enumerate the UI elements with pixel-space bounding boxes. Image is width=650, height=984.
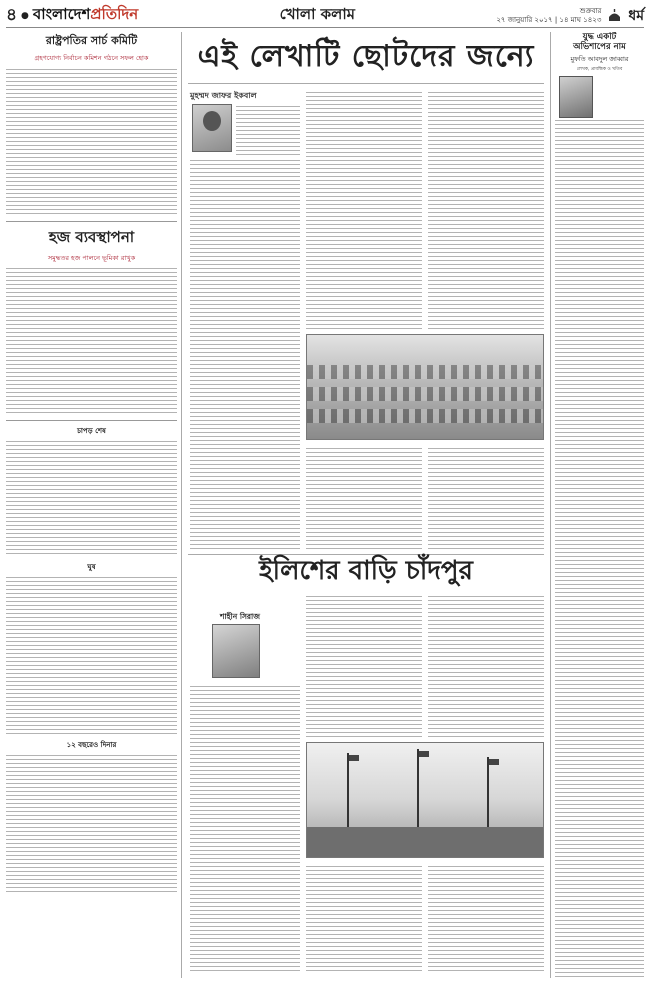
religion-article-title-2: অভিশাপের নাম (573, 42, 626, 53)
hilsa-article-byline: শাহীন সিরাজ (220, 612, 260, 621)
editorial-body-search-committee (6, 67, 177, 217)
hilsa-article-text-col-2 (306, 594, 422, 738)
main-article-text-col-5 (428, 446, 544, 550)
editorial-subhead-hajj: সমুদ্ধতর হজ পালনে ভূমিকা রাখুক (47, 254, 136, 262)
issue-date-text: ২৭ জানুয়ারি ২০১৭ | ১৪ মাঘ ১৪২৩ (496, 15, 602, 24)
brief-body-3 (6, 753, 177, 893)
fishing-boats-photo (306, 742, 544, 858)
editorial-headline-search-committee: রাষ্ট্রপতির সার্চ কমিটি (45, 34, 138, 47)
brief-body-2 (6, 575, 177, 735)
main-article-text-col-1 (190, 158, 300, 550)
brief-heading-1: চাপড় শেষ (77, 427, 106, 435)
main-article-text-col-3 (428, 90, 544, 330)
religion-article-author: মুফতি আবদুল জাব্বার (570, 55, 629, 64)
main-article-text-intro (236, 104, 300, 156)
newspaper-name-part-2: প্রতিদিন (90, 5, 139, 23)
main-article-byline: মুহম্মদ জাফর ইকবাল (190, 91, 257, 100)
issue-day: শুক্রবার (579, 7, 602, 16)
newspaper-name-part-1: বাংলাদেশ (32, 5, 91, 23)
mosque-icon (607, 8, 622, 23)
religion-article-title-1: যুদ্ধ একটি (582, 32, 617, 42)
brief-body-1 (6, 439, 177, 557)
section-title: খোলা কলাম (279, 5, 355, 23)
classroom-photo (306, 334, 544, 440)
hilsa-author-photo (212, 624, 260, 678)
issue-date (496, 7, 601, 24)
masthead (6, 4, 644, 28)
editorial-column (6, 32, 182, 978)
hilsa-article-text-col-1 (190, 684, 300, 974)
hilsa-article-text-col-3 (428, 594, 544, 738)
column-divider (6, 420, 177, 421)
brief-heading-2: ঘুষ (87, 563, 96, 571)
hilsa-article-text-col-5 (428, 864, 544, 974)
hilsa-article-headline: ইলিশের বাড়ি চাঁদপুর (188, 554, 544, 588)
column-divider (6, 221, 177, 222)
religion-section-label: ধর্ম (628, 7, 644, 24)
hilsa-article-text-col-4 (306, 864, 422, 974)
editorial-subhead-search-committee: গ্রহণযোগ্য নির্বাচন কমিশন গঠনে সফল হোক (34, 54, 149, 62)
main-article-headline: এই লেখাটি ছোটদের জন্যে (188, 32, 544, 84)
religion-column (550, 32, 644, 978)
religion-article-author-bio: লেখক, প্রাবন্ধিক ও খতিব (576, 67, 623, 73)
newspaper-name (33, 3, 138, 28)
religion-author-photo (559, 76, 593, 118)
editorial-body-hajj (6, 266, 177, 416)
main-article-text-col-2 (306, 90, 422, 330)
masthead-left (6, 2, 138, 30)
editorial-headline-hajj: হজ ব্যবস্থাপনা (48, 228, 135, 246)
main-article-text-col-4 (306, 446, 422, 550)
bullet-icon: ● (21, 10, 29, 21)
page-number: ৪ (6, 4, 18, 25)
religion-article-body (555, 118, 644, 978)
brief-heading-3: ১২ বছরেও দিনার (66, 741, 117, 749)
author-photo (192, 104, 232, 152)
masthead-right (496, 4, 644, 28)
